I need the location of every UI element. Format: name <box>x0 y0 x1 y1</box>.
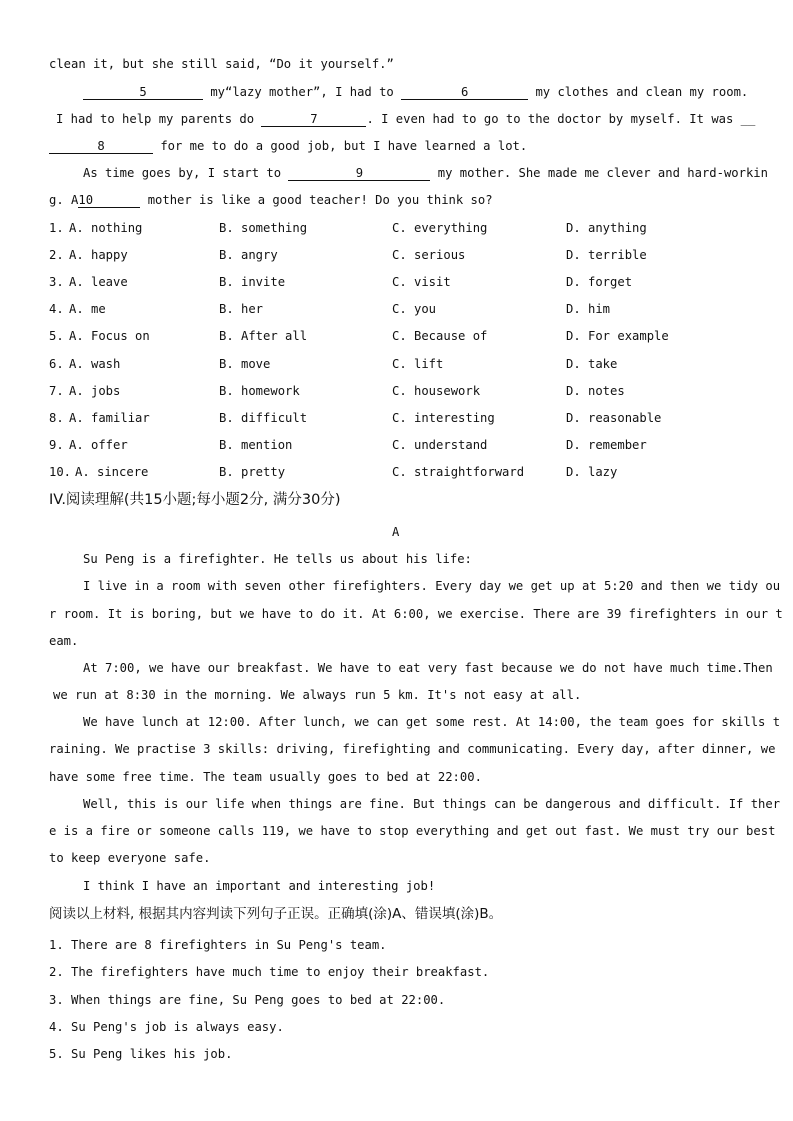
option-d: D. anything <box>566 221 647 235</box>
option-row <box>0 328 793 344</box>
passage-line: to keep everyone safe. <box>49 851 211 865</box>
blank-6: 6 <box>401 85 528 100</box>
passage-line: I think I have an important and interesting job! <box>83 879 436 893</box>
passage-line: raining. We practise 3 skills: driving, firefighting and communicating. Every day, after dinner, we <box>49 742 776 756</box>
passage-line: e is a fire or someone calls 119, we have to stop everything and get out fast. We must try our best <box>49 824 776 838</box>
cloze-text: my mother. She made me clever and hard-workin <box>430 166 768 180</box>
blank-9: 9 <box>288 166 430 181</box>
statement-item: 2. The firefighters have much time to enjoy their breakfast. <box>49 965 490 979</box>
option-c: C. housework <box>392 384 481 398</box>
question-number: 7. <box>49 384 64 398</box>
option-d: D. remember <box>566 438 647 452</box>
question-number: 9. <box>49 438 64 452</box>
cloze-line-2 <box>83 84 748 100</box>
option-a: A. jobs <box>69 384 121 398</box>
question-number: 8. <box>49 411 64 425</box>
cloze-text: mother is like a good teacher! Do you think so? <box>140 193 493 207</box>
question-number: 6. <box>49 357 64 371</box>
section-heading: IV.阅读理解(共15小题;每小题2分, 满分30分) <box>49 492 341 508</box>
option-d: D. For example <box>566 329 669 343</box>
option-a: A. happy <box>69 248 128 262</box>
option-b: B. mention <box>219 438 293 452</box>
passage-line: r room. It is boring, but we have to do it. At 6:00, we exercise. There are 39 firefighters in our t <box>49 607 783 621</box>
blank-5: 5 <box>83 85 203 100</box>
option-d: D. reasonable <box>566 411 662 425</box>
option-c: C. understand <box>392 438 488 452</box>
option-c: C. straightforward <box>392 465 525 479</box>
option-a: A. me <box>69 302 106 316</box>
option-c: C. you <box>392 302 437 316</box>
statement-item: 3. When things are fine, Su Peng goes to bed at 22:00. <box>49 993 446 1007</box>
cloze-text: my“lazy mother”, I had to <box>203 85 402 99</box>
option-row <box>0 220 793 236</box>
passage-line: Well, this is our life when things are fine. But things can be dangerous and difficult. If ther <box>83 797 781 811</box>
option-d: D. forget <box>566 275 633 289</box>
option-b: B. move <box>219 357 271 371</box>
passage-line: We have lunch at 12:00. After lunch, we can get some rest. At 14:00, the team goes for skills t <box>83 715 781 729</box>
cloze-text: my clothes and clean my room. <box>528 85 749 99</box>
passage-line: At 7:00, we have our breakfast. We have to eat very fast because we do not have much time.Then <box>83 661 773 675</box>
option-row <box>0 274 793 290</box>
option-c: C. lift <box>392 357 444 371</box>
option-d: D. him <box>566 302 611 316</box>
option-a: A. leave <box>69 275 128 289</box>
statement-item: 4. Su Peng's job is always easy. <box>49 1020 284 1034</box>
question-number: 5. <box>49 329 64 343</box>
cloze-line-4 <box>49 138 527 154</box>
cloze-line-5 <box>83 165 768 181</box>
cloze-line-3 <box>56 111 755 127</box>
option-c: C. serious <box>392 248 466 262</box>
option-d: D. take <box>566 357 618 371</box>
statement-item: 1. There are 8 firefighters in Su Peng's team. <box>49 938 387 952</box>
option-row <box>0 383 793 399</box>
option-d: D. lazy <box>566 465 618 479</box>
cloze-text: As time goes by, I start to <box>83 166 289 180</box>
passage-line: eam. <box>49 634 79 648</box>
tf-instruction: 阅读以上材料, 根据其内容判读下列句子正误。正确填(涂)A、错误填(涂)B。 <box>49 906 503 922</box>
option-d: D. terrible <box>566 248 647 262</box>
cloze-text: . I even had to go to the doctor by myself. It was __ <box>366 112 756 126</box>
question-number: 2. <box>49 248 64 262</box>
option-c: C. Because of <box>392 329 488 343</box>
option-b: B. invite <box>219 275 286 289</box>
statement-item: 5. Su Peng likes his job. <box>49 1047 233 1061</box>
option-a: A. Focus on <box>69 329 150 343</box>
question-number: 10. <box>49 465 72 479</box>
option-b: B. something <box>219 221 308 235</box>
question-number: 4. <box>49 302 64 316</box>
option-row <box>0 464 793 480</box>
option-row <box>0 301 793 317</box>
cloze-line-6 <box>49 192 493 208</box>
option-b: B. difficult <box>219 411 308 425</box>
passage-line: I live in a room with seven other firefighters. Every day we get up at 5:20 and then we tidy ou <box>83 579 781 593</box>
passage-label: A <box>392 525 400 539</box>
blank-10: 10 <box>78 193 140 208</box>
option-b: B. pretty <box>219 465 286 479</box>
option-b: B. angry <box>219 248 278 262</box>
option-b: B. homework <box>219 384 300 398</box>
passage-line: we run at 8:30 in the morning. We always run 5 km. It's not easy at all. <box>53 688 582 702</box>
option-a: A. offer <box>69 438 128 452</box>
passage-line: Su Peng is a firefighter. He tells us about his life: <box>83 552 472 566</box>
cloze-text: I had to help my parents do <box>56 112 262 126</box>
option-row <box>0 410 793 426</box>
option-row <box>0 437 793 453</box>
option-c: C. everything <box>392 221 488 235</box>
option-b: B. After all <box>219 329 308 343</box>
question-number: 1. <box>49 221 64 235</box>
cloze-line-1: clean it, but she still said, “Do it yourself.” <box>49 57 394 71</box>
option-a: A. nothing <box>69 221 143 235</box>
blank-8: 8 <box>49 139 153 154</box>
option-c: C. visit <box>392 275 451 289</box>
option-b: B. her <box>219 302 264 316</box>
option-a: A. sincere <box>75 465 149 479</box>
question-number: 3. <box>49 275 64 289</box>
cloze-text: for me to do a good job, but I have learned a lot. <box>153 139 528 153</box>
option-row <box>0 356 793 372</box>
blank-7: 7 <box>261 112 366 127</box>
option-d: D. notes <box>566 384 625 398</box>
option-a: A. wash <box>69 357 121 371</box>
option-row <box>0 247 793 263</box>
cloze-text: g. A <box>49 193 79 207</box>
passage-line: have some free time. The team usually goes to bed at 22:00. <box>49 770 482 784</box>
option-a: A. familiar <box>69 411 150 425</box>
option-c: C. interesting <box>392 411 495 425</box>
